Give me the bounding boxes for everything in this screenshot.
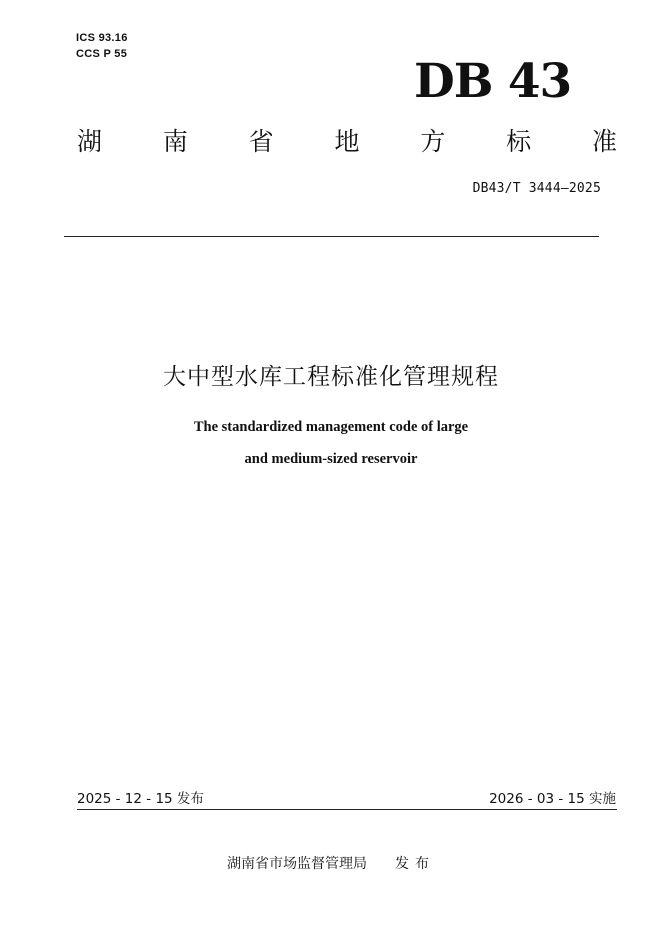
publisher-action: 发布 bbox=[395, 856, 435, 872]
publisher bbox=[0, 855, 662, 873]
standard-number: DB43/T 3444—2025 bbox=[472, 181, 601, 196]
english-title-line-1: The standardized management code of large bbox=[193, 419, 469, 435]
top-divider bbox=[64, 236, 599, 237]
ics-code: ICS 93.16 bbox=[76, 32, 128, 44]
issue-date: 2025 - 12 - 15 发布 bbox=[77, 791, 204, 807]
standard-type-char: 地 bbox=[334, 127, 360, 156]
chinese-title: 大中型水库工程标准化管理规程 bbox=[163, 364, 499, 390]
standard-type-char: 湖 bbox=[77, 127, 103, 156]
db43-logo: DB 43 bbox=[414, 54, 572, 109]
standard-type-char: 省 bbox=[248, 127, 274, 156]
publisher-name: 湖南省市场监督管理局 bbox=[227, 856, 367, 872]
bottom-divider bbox=[77, 809, 617, 810]
implementation-date: 2026 - 03 - 15 实施 bbox=[489, 791, 616, 807]
ccs-code: CCS P 55 bbox=[76, 48, 128, 60]
english-title-line-2: and medium-sized reservoir bbox=[244, 451, 418, 467]
standard-type-title bbox=[77, 126, 617, 158]
standard-type-char: 南 bbox=[162, 127, 188, 156]
standard-type-char: 准 bbox=[591, 127, 617, 156]
standard-type-char: 方 bbox=[420, 127, 446, 156]
standard-type-char: 标 bbox=[506, 127, 532, 156]
